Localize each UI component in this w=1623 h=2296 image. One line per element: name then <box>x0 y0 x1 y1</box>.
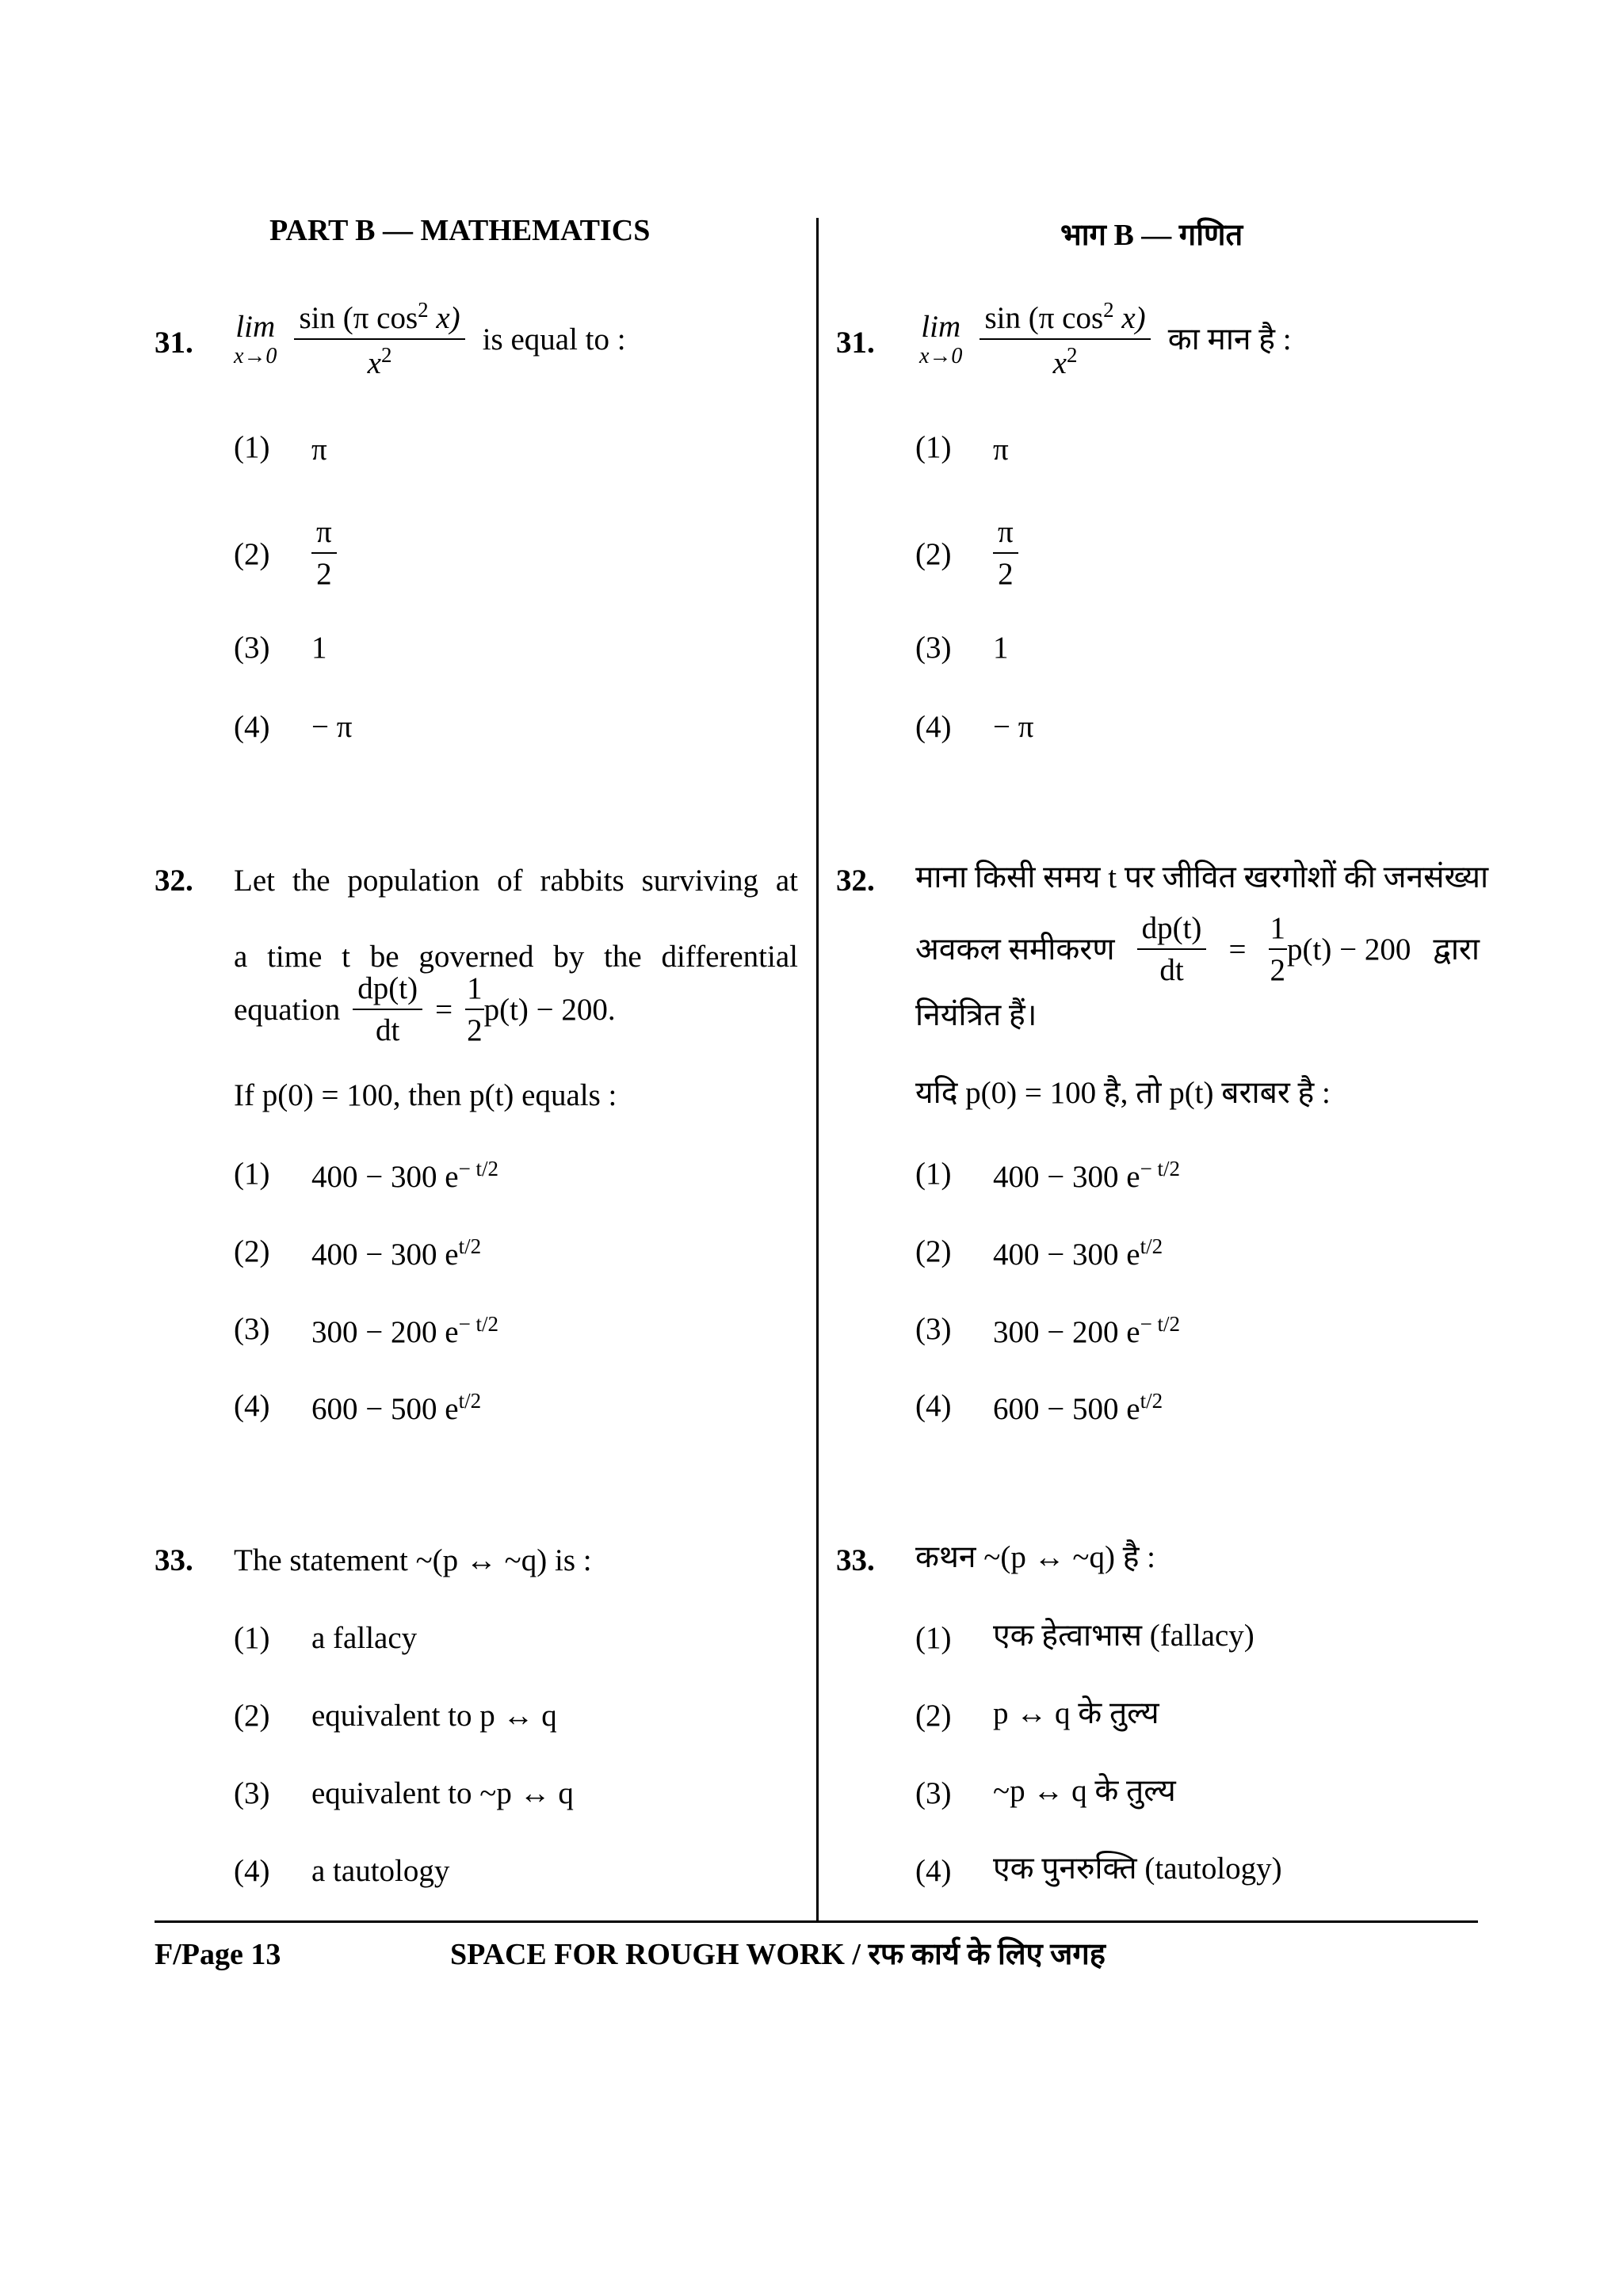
q33-stem-en: The statement ~(p ↔ ~q) is : <box>234 1543 592 1577</box>
q32-option-3-label: (3) <box>234 1312 270 1346</box>
q33-hi-option-1-text: एक हेत्वाभास (fallacy) <box>993 1619 1254 1653</box>
q31-number-hi: 31. <box>836 326 875 360</box>
q32-hi-option-3-label: (3) <box>915 1312 952 1346</box>
q32-hi-option-2-text: 400 − 300 $e^{t/2}$ <box>993 1234 1163 1272</box>
q31-tail-en: is equal to : <box>482 322 626 357</box>
q32-number-hi: 32. <box>836 864 875 898</box>
equation-rhs: p(t) − 200 <box>483 992 608 1027</box>
q32-hi-option-1-label: (1) <box>915 1157 952 1191</box>
limit-expression <box>234 311 277 368</box>
q32-en-line-1: Let the population of rabbits surviving at <box>234 864 798 898</box>
q32-number: 32. <box>155 864 193 898</box>
q32-en-equation: equation $\frac{dp(t)}{dt}$ = $\frac{1}{2}$ p(t) − 200 . <box>234 971 616 1047</box>
q33-hi-option-3-label: (3) <box>915 1776 952 1810</box>
equation-word: equation <box>234 992 341 1027</box>
q32-hi-option-3-text: 300 − 200 $e^{- t/2}$ <box>993 1312 1181 1349</box>
q32-option-1-text: 400 − 300 $e^{- t/2}$ <box>311 1157 499 1194</box>
q32-en-line-2: a time t be governed by the differential <box>234 940 798 974</box>
q31-option-1-text: π <box>311 433 327 467</box>
q32-hi-option-4-text: 600 − 500 $e^{t/2}$ <box>993 1389 1163 1426</box>
q33-option-3-text: equivalent to ~p ↔ q <box>311 1776 574 1810</box>
header-english: PART B — MATHEMATICS <box>269 214 651 247</box>
q33-option-1-text: a fallacy <box>311 1621 418 1655</box>
header-hindi: भाग B — गणित <box>1060 219 1243 252</box>
q32-hi-option-4-label: (4) <box>915 1389 952 1423</box>
q31-option-3-label: (3) <box>234 631 270 665</box>
q33-hi-option-3-text: ~p ↔ q के तुल्य <box>993 1774 1176 1808</box>
q32-option-4-text: 600 − 500 $e^{t/2}$ <box>311 1389 482 1426</box>
q33-hi-option-2-label: (2) <box>915 1699 952 1733</box>
q31-hi-option-4-label: (4) <box>915 710 952 744</box>
q32-option-1-label: (1) <box>234 1157 270 1191</box>
q33-option-4-text: a tautology <box>311 1854 450 1888</box>
q33-option-2-label: (2) <box>234 1699 270 1733</box>
q33-hi-option-4-text: एक पुनरुक्ति (tautology) <box>993 1852 1282 1886</box>
hi-equation-tail: द्वारा <box>1433 932 1480 967</box>
q31-hi-option-2-label: (2) <box>915 537 952 571</box>
q31-option-2-label: (2) <box>234 537 270 571</box>
footer-rule <box>155 1920 1478 1923</box>
hi-equation-word: अवकल समीकरण <box>915 932 1115 967</box>
q31-stem-hi <box>919 299 1292 379</box>
lim-word: lim <box>235 309 276 344</box>
q33-hi-option-4-label: (4) <box>915 1854 952 1888</box>
q33-hi-option-2-text: p ↔ q के तुल्य <box>993 1696 1159 1730</box>
q31-hi-option-3-text: 1 <box>993 631 1009 665</box>
q32-option-2-label: (2) <box>234 1234 270 1268</box>
q31-hi-option-1-label: (1) <box>915 430 952 464</box>
q33-option-3-label: (3) <box>234 1776 270 1810</box>
q31-number: 31. <box>155 326 193 360</box>
q32-hi-condition: यदि p(0) = 100 है, तो p(t) बराबर है : <box>915 1076 1331 1110</box>
q32-hi-line-1: माना किसी समय t पर जीवित खरगोशों की जनसंख्या <box>915 860 1489 894</box>
q31-option-3-text: 1 <box>311 631 327 665</box>
limit-expression-hi: lim x→0 <box>919 309 963 368</box>
q31-stem-en <box>234 299 626 379</box>
q31-option-1-label: (1) <box>234 430 270 464</box>
q32-option-2-text: 400 − 300 $e^{t/2}$ <box>311 1234 482 1272</box>
limit-fraction-hi: $\frac{\sin (\pi \cos^2 x)}{x^2}$ <box>980 299 1150 379</box>
q32-en-condition: If p(0) = 100, then p(t) equals : <box>234 1078 617 1112</box>
dp-dt-fraction: $\frac{dp(t)}{dt}$ <box>353 973 422 1046</box>
q31-option-2-text: $\frac{\pi}{2}$ <box>311 517 337 589</box>
rough-work-note: SPACE FOR ROUGH WORK / रफ कार्य के लिए जगह <box>450 1938 1106 1971</box>
half-fraction: $\frac{1}{2}$ <box>467 971 483 1047</box>
q31-tail-hi: का मान है : <box>1167 322 1292 357</box>
q32-hi-option-1-text: 400 − 300 $e^{- t/2}$ <box>993 1157 1181 1194</box>
lim-subscript: x→0 <box>234 343 277 368</box>
q32-hi-option-2-label: (2) <box>915 1234 952 1268</box>
q31-hi-option-2-text: $\frac{\pi}{2}$ <box>993 517 1018 589</box>
q31-hi-option-1-text: π <box>993 433 1009 467</box>
q33-stem-hi: कथन ~(p ↔ ~q) है : <box>915 1540 1155 1574</box>
limit-fraction <box>294 299 464 379</box>
q32-hi-line-3: नियंत्रित हैं। <box>915 998 1037 1032</box>
column-divider <box>816 218 819 1921</box>
q32-option-3-text: 300 − 200 $e^{- t/2}$ <box>311 1312 499 1349</box>
q32-option-4-label: (4) <box>234 1389 270 1423</box>
q33-option-4-label: (4) <box>234 1854 270 1888</box>
q32-hi-equation: अवकल समीकरण $\frac{dp(t)}{dt}$ = $\frac{1}{2}$ p(t) − 200 द्वारा <box>915 911 1480 987</box>
q33-hi-option-1-label: (1) <box>915 1621 952 1655</box>
q33-option-2-text: equivalent to p ↔ q <box>311 1699 557 1733</box>
q31-option-4-text: − π <box>311 710 353 744</box>
page-number: F/Page 13 <box>155 1938 281 1971</box>
q31-hi-option-4-text: − π <box>993 710 1034 744</box>
fraction-numerator: sin (π $\cos^2 x$) <box>294 299 464 340</box>
q33-option-1-label: (1) <box>234 1621 270 1655</box>
q33-number: 33. <box>155 1543 193 1577</box>
equals-sign: = <box>435 992 453 1027</box>
q31-option-4-label: (4) <box>234 710 270 744</box>
q33-number-hi: 33. <box>836 1543 875 1577</box>
q31-hi-option-3-label: (3) <box>915 631 952 665</box>
fraction-denominator: $x^2$ <box>367 343 392 380</box>
